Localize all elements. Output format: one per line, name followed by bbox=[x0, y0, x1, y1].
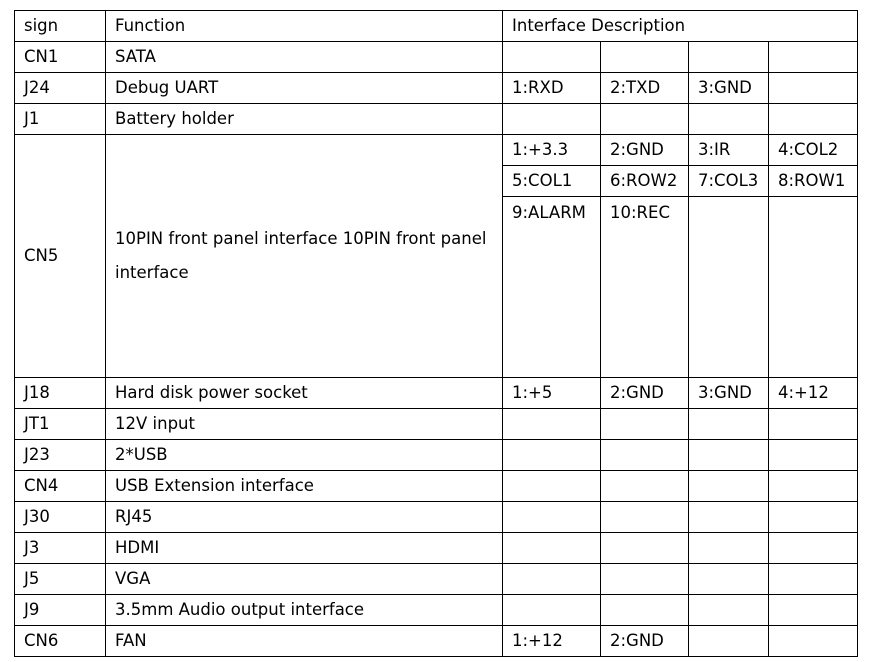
function-cell: VGA bbox=[106, 564, 503, 595]
desc-cell bbox=[769, 197, 858, 378]
function-cell: 12V input bbox=[106, 409, 503, 440]
function-cell: SATA bbox=[106, 42, 503, 73]
table-row bbox=[15, 564, 858, 595]
desc-cell: 4:+12 bbox=[769, 378, 858, 409]
desc-cell bbox=[769, 42, 858, 73]
desc-cell bbox=[689, 564, 769, 595]
sign-cell: J5 bbox=[15, 564, 106, 595]
desc-cell bbox=[601, 104, 689, 135]
function-cell: Debug UART bbox=[106, 73, 503, 104]
desc-cell bbox=[689, 440, 769, 471]
sign-cell: CN5 bbox=[15, 135, 106, 378]
table-row bbox=[15, 104, 858, 135]
desc-cell bbox=[769, 595, 858, 626]
desc-cell bbox=[769, 73, 858, 104]
desc-cell: 2:GND bbox=[601, 626, 689, 657]
desc-cell bbox=[769, 471, 858, 502]
desc-cell: 2:GND bbox=[601, 135, 689, 166]
desc-cell bbox=[769, 502, 858, 533]
desc-cell bbox=[601, 42, 689, 73]
desc-cell: 6:ROW2 bbox=[601, 166, 689, 197]
desc-cell: 8:ROW1 bbox=[769, 166, 858, 197]
desc-cell bbox=[689, 502, 769, 533]
sign-cell: CN1 bbox=[15, 42, 106, 73]
desc-cell bbox=[769, 533, 858, 564]
table-row bbox=[15, 42, 858, 73]
desc-cell: 1:+3.3 bbox=[503, 135, 601, 166]
header-sign: sign bbox=[15, 11, 106, 42]
table-row bbox=[15, 626, 858, 657]
desc-cell: 7:COL3 bbox=[689, 166, 769, 197]
function-cell: Battery holder bbox=[106, 104, 503, 135]
desc-cell bbox=[601, 502, 689, 533]
desc-cell bbox=[769, 409, 858, 440]
sign-cell: J18 bbox=[15, 378, 106, 409]
table-row bbox=[15, 440, 858, 471]
function-cell: FAN bbox=[106, 626, 503, 657]
desc-cell bbox=[689, 409, 769, 440]
interface-table bbox=[14, 10, 858, 657]
function-cell: 3.5mm Audio output interface bbox=[106, 595, 503, 626]
function-cell: 10PIN front panel interface 10PIN front panel interface bbox=[106, 135, 503, 378]
desc-cell bbox=[503, 595, 601, 626]
desc-cell bbox=[689, 626, 769, 657]
sign-cell: J1 bbox=[15, 104, 106, 135]
desc-cell bbox=[769, 440, 858, 471]
function-cell: HDMI bbox=[106, 533, 503, 564]
table-header-row bbox=[15, 11, 858, 42]
desc-cell bbox=[689, 42, 769, 73]
sign-cell: CN4 bbox=[15, 471, 106, 502]
table-row bbox=[15, 471, 858, 502]
desc-cell bbox=[689, 471, 769, 502]
desc-cell bbox=[503, 564, 601, 595]
desc-cell: 1:RXD bbox=[503, 73, 601, 104]
desc-cell bbox=[503, 42, 601, 73]
table-row bbox=[15, 73, 858, 104]
table-row bbox=[15, 595, 858, 626]
desc-cell: 3:GND bbox=[689, 73, 769, 104]
sign-cell: CN6 bbox=[15, 626, 106, 657]
function-cell: USB Extension interface bbox=[106, 471, 503, 502]
desc-cell bbox=[601, 533, 689, 564]
desc-cell: 2:TXD bbox=[601, 73, 689, 104]
header-interface-description: Interface Description bbox=[503, 11, 858, 42]
table-row bbox=[15, 378, 858, 409]
interface-table-container bbox=[14, 10, 857, 657]
desc-cell bbox=[689, 197, 769, 378]
desc-cell bbox=[601, 564, 689, 595]
desc-cell: 2:GND bbox=[601, 378, 689, 409]
desc-cell bbox=[689, 533, 769, 564]
desc-cell: 4:COL2 bbox=[769, 135, 858, 166]
sign-cell: J9 bbox=[15, 595, 106, 626]
desc-cell bbox=[601, 595, 689, 626]
desc-cell bbox=[769, 104, 858, 135]
header-function: Function bbox=[106, 11, 503, 42]
table-row bbox=[15, 502, 858, 533]
sign-cell: JT1 bbox=[15, 409, 106, 440]
desc-cell: 5:COL1 bbox=[503, 166, 601, 197]
sign-cell: J23 bbox=[15, 440, 106, 471]
function-cell: Hard disk power socket bbox=[106, 378, 503, 409]
desc-cell bbox=[601, 471, 689, 502]
desc-cell: 9:ALARM bbox=[503, 197, 601, 378]
desc-cell bbox=[503, 471, 601, 502]
function-cell: RJ45 bbox=[106, 502, 503, 533]
desc-cell bbox=[601, 440, 689, 471]
table-row bbox=[15, 533, 858, 564]
desc-cell bbox=[503, 533, 601, 564]
table-row bbox=[15, 409, 858, 440]
desc-cell: 1:+5 bbox=[503, 378, 601, 409]
desc-cell: 1:+12 bbox=[503, 626, 601, 657]
desc-cell: 3:IR bbox=[689, 135, 769, 166]
desc-cell bbox=[503, 502, 601, 533]
sign-cell: J3 bbox=[15, 533, 106, 564]
desc-cell: 3:GND bbox=[689, 378, 769, 409]
function-cell: 2*USB bbox=[106, 440, 503, 471]
desc-cell bbox=[769, 626, 858, 657]
desc-cell bbox=[503, 409, 601, 440]
sign-cell: J24 bbox=[15, 73, 106, 104]
table-row bbox=[15, 135, 858, 166]
desc-cell bbox=[689, 104, 769, 135]
desc-cell: 10:REC bbox=[601, 197, 689, 378]
desc-cell bbox=[689, 595, 769, 626]
desc-cell bbox=[769, 564, 858, 595]
desc-cell bbox=[503, 440, 601, 471]
desc-cell bbox=[601, 409, 689, 440]
sign-cell: J30 bbox=[15, 502, 106, 533]
desc-cell bbox=[503, 104, 601, 135]
